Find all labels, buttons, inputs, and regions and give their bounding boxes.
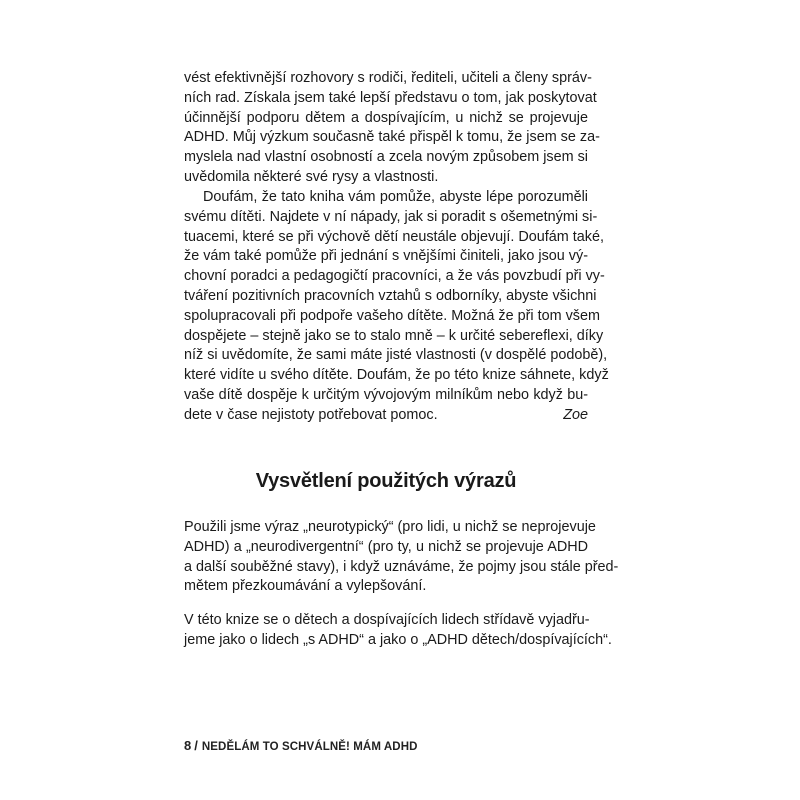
text-line: jeme jako o lidech „s ADHD“ a jako o „ADHD dětech/dospívajících“. bbox=[184, 631, 612, 648]
text-line: V této knize se o dětech a dospívajících lidech střídavě vyjadřu- bbox=[184, 612, 590, 628]
footer-separator: / bbox=[194, 738, 198, 753]
text-line: svému dítěti. Najdete v ní nápady, jak si poradit s ošemetnými si- bbox=[184, 208, 598, 225]
text-line: a další souběžné stavy), i když uznáváme, že pojmy jsou stále před- bbox=[184, 558, 619, 575]
text-line: Použili jsme výraz „neurotypický“ (pro lidi, u nichž se neprojevuje bbox=[184, 519, 596, 535]
text-line: uvědomila některé své rysy a vlastnosti. bbox=[184, 168, 439, 185]
section-heading: Vysvětlení použitých výrazů bbox=[255, 470, 517, 492]
text-line: spolupracovali při podpoře vašeho dítěte. Možná že při tom všem bbox=[184, 307, 600, 324]
paragraph-research bbox=[184, 69, 600, 188]
text-line: že vám také pomůže při jednání s vnějšími činiteli, jako jsou vý- bbox=[184, 248, 588, 265]
text-line: myslela nad vlastní osobností a zcela novým způsobem jsem si bbox=[184, 149, 588, 166]
text-line: ních rad. Získala jsem také lepší představu o tom, jak poskytovat bbox=[184, 89, 597, 106]
paragraph-usage bbox=[184, 611, 612, 651]
text-line: ADHD. Můj výzkum současně také přispěl k tomu, že jsem se za- bbox=[184, 129, 600, 146]
text-line: vést efektivnější rozhovory s rodiči, řediteli, učiteli a členy správ- bbox=[184, 70, 592, 86]
text-line: dospějete – stejně jako se to stalo mně – k určité sebereflexi, díky bbox=[184, 327, 604, 344]
paragraph-terminology bbox=[184, 518, 619, 597]
text-line: dete v čase nejistoty potřebovat pomoc. bbox=[184, 406, 438, 423]
text-line: chovní poradci a pedagogičtí pracovníci, a že vás povzbudí při vy- bbox=[184, 268, 605, 285]
page-number: 8 bbox=[184, 738, 192, 753]
text-line: které vidíte u svého dítěte. Doufám, že po této knize sáhnete, když bbox=[184, 367, 609, 384]
text-line: vaše dítě dospěje k určitým vývojovým milníkům nebo když bu- bbox=[184, 386, 588, 403]
text-line: tváření pozitivních pracovních vztahů s odborníky, abyste všichni bbox=[184, 287, 597, 304]
page-footer bbox=[184, 738, 418, 753]
signature-line bbox=[184, 406, 588, 426]
text-line: účinnější podporu dětem a dospívajícím, u nichž se projevuje bbox=[184, 109, 588, 126]
text-line: níž si uvědomíte, že sami máte jisté vlastnosti (v dospělé podobě), bbox=[184, 347, 608, 364]
text-line: mětem přezkoumávání a vylepšování. bbox=[184, 578, 427, 595]
text-line: ADHD) a „neurodivergentní“ (pro ty, u nichž se projevuje ADHD bbox=[184, 538, 588, 555]
paragraph-hope bbox=[184, 188, 609, 426]
author-signature: Zoe bbox=[563, 406, 588, 423]
running-title: NEDĚLÁM TO SCHVÁLNĚ! MÁM ADHD bbox=[201, 741, 418, 753]
text-line: Doufám, že tato kniha vám pomůže, abyste lépe porozuměli bbox=[203, 189, 588, 205]
text-line: tuacemi, které se při výchově dětí neustále objevují. Doufám také, bbox=[184, 228, 604, 245]
